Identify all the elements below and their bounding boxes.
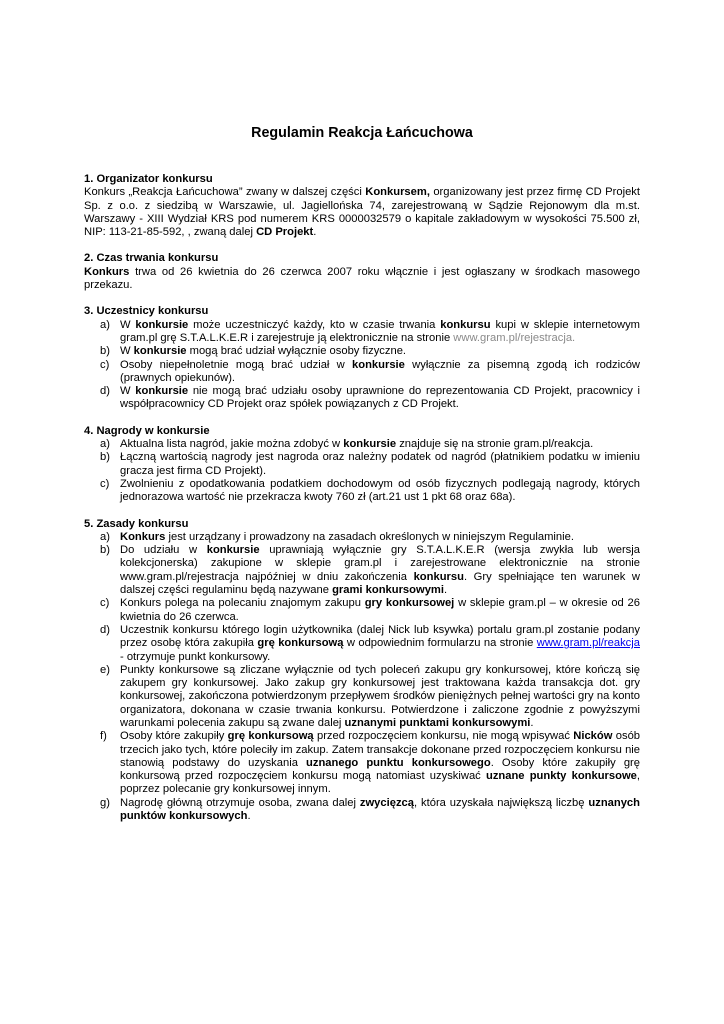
list-item: e) Punkty konkursowe są zliczane wyłącznie od tych poleceń zakupu gry konkursowej, które kończą się zakupem gry konkursowej. Jako zakup gry konkursowej jest traktowana każda transakcja dot. gry konkursowej, zakończona potwierdzonym przepływem środków pieniężnych pełnej wartości gry na konto organizatora, dokonana w czasie trwania konkursu. Potwierdzone i zaliczone zgodnie z powyższymi warunkami polecenia zakupu są zwane dalej uznanymi punktami konkursowymi. — [100, 663, 640, 729]
list-item: d) W konkursie nie mogą brać udziału osoby uprawnione do reprezentowania CD Projekt, pracownicy i współpracownicy CD Projekt oraz spółek powiązanych z CD Projekt. — [100, 385, 640, 411]
list-item: b) Łączną wartością nagrody jest nagroda oraz należny podatek od nagród (płatnikiem podatku w imieniu gracza jest firma CD Projekt). — [100, 451, 640, 477]
list-item: a) Konkurs jest urządzany i prowadzony na zasadach określonych w niniejszym Regulaminie. — [100, 530, 574, 543]
list-item: c) Osoby niepełnoletnie mogą brać udział w konkursie wyłącznie za pisemną zgodą ich rodziców (prawnych opiekunów). — [100, 358, 640, 384]
document-title: Regulamin Reakcja Łańcuchowa — [251, 125, 473, 141]
section-duration — [84, 252, 640, 292]
list-item: a) W konkursie może uczestniczyć każdy, kto w czasie trwania konkursu kupi w sklepie internetowym gram.pl grę S.T.A.L.K.E.R i zarejestruje ją elektronicznie na stronie www.gram.pl/rejestracja. — [100, 318, 640, 344]
section-paragraph: Konkurs „Reakcja Łańcuchowa” zwany w dalszej części Konkursem, organizowany jest przez firmę CD Projekt Sp. z o.o. z siedzibą w Warszawie, ul. Jagiellońska 74, zarejestrowaną w Sądzie Rejonowym dla m.st. Warszawy - XIII Wydział KRS pod numerem KRS 0000032579 o kapitale zakładowym w wysokości 75.500 zł, NIP: 113-21-85-592, , zwaną dalej CD Projekt. — [84, 186, 640, 239]
section-heading: 2. Czas trwania konkursu — [84, 252, 219, 265]
registration-url[interactable]: www.gram.pl/rejestracja. — [453, 331, 576, 344]
section-heading: 3. Uczestnicy konkursu — [84, 305, 209, 318]
list-item: d) Uczestnik konkursu którego login użytkownika (dalej Nick lub ksywka) portalu gram.pl zostanie podany przez osobę która zakupiła grę konkursową w odpowiednim formularzu na stronie www.gram.pl/reakcja - otrzymuje punkt konkursowy. — [100, 623, 640, 663]
participants-list — [84, 319, 640, 412]
list-item: f) Osoby które zakupiły grę konkursową przed rozpoczęciem konkursu, nie mogą wpisywać Nicków osób trzecich jako tych, które poleciły im zakup. Zatem transakcje dokonane przed rozpoczęciem konkursu nie stanowią podstawy do uzyskania uznanego punktu konkursowego. Osoby które zakupiły grę konkursową przed rozpoczęciem konkursu mogą natomiast uzyskiwać uznane punkty konkursowe, poprzez polecanie gry konkursowej innym. — [100, 730, 641, 796]
section-heading: 1. Organizator konkursu — [84, 173, 213, 185]
list-item: c) Zwolnieniu z opodatkowania podatkiem dochodowym od osób fizycznych podlegają nagrody, których jednorazowa wartość nie przekracza kwoty 760 zł (art.21 ust 1 pkt 68 oraz 68a). — [100, 477, 640, 504]
list-item: a) Aktualna lista nagród, jakie można zdobyć w konkursie znajduje się na stronie gram.pl/reakcja. — [100, 438, 594, 451]
section-heading: 4. Nagrody w konkursie — [84, 424, 210, 437]
list-item: g) Nagrodę główną otrzymuje osoba, zwana dalej zwycięzcą, która uzyskała największą liczbę uznanych punktów konkursowych. — [100, 796, 640, 823]
section-rules — [84, 518, 640, 824]
section-heading: 5. Zasady konkursu — [84, 517, 189, 530]
rules-list — [84, 531, 640, 824]
section-paragraph: Konkurs trwa od 26 kwietnia do 26 czerwca 2007 roku włącznie i jest ogłaszany w środkach masowego przekazu. — [84, 265, 640, 292]
list-item: c) Konkurs polega na polecaniu znajomym zakupu gry konkursowej w sklepie gram.pl – w okresie od 26 kwietnia do 26 czerwca. — [100, 597, 640, 623]
list-item: b) Do udziału w konkursie uprawniają wyłącznie gry S.T.A.L.K.E.R (wersja zwykła lub wersja kolekcjonerska) zakupione w sklepie gram.pl i zarejestrowane elektronicznie na stronie www.gram.pl/rejestracja najpóźniej w dniu zakończenia konkursu. Gry spełniające ten warunek w dalszej części regulaminu będą nazywane grami konkursowymi. — [100, 544, 640, 597]
list-item: b) W konkursie mogą brać udział wyłącznie osoby fizyczne. — [100, 345, 407, 358]
section-prizes — [84, 425, 640, 505]
reakcja-link[interactable]: www.gram.pl/reakcja — [536, 637, 640, 650]
regulation-document — [84, 124, 640, 836]
section-participants — [84, 305, 640, 411]
section-organizer — [84, 173, 640, 239]
prizes-list — [84, 438, 640, 504]
